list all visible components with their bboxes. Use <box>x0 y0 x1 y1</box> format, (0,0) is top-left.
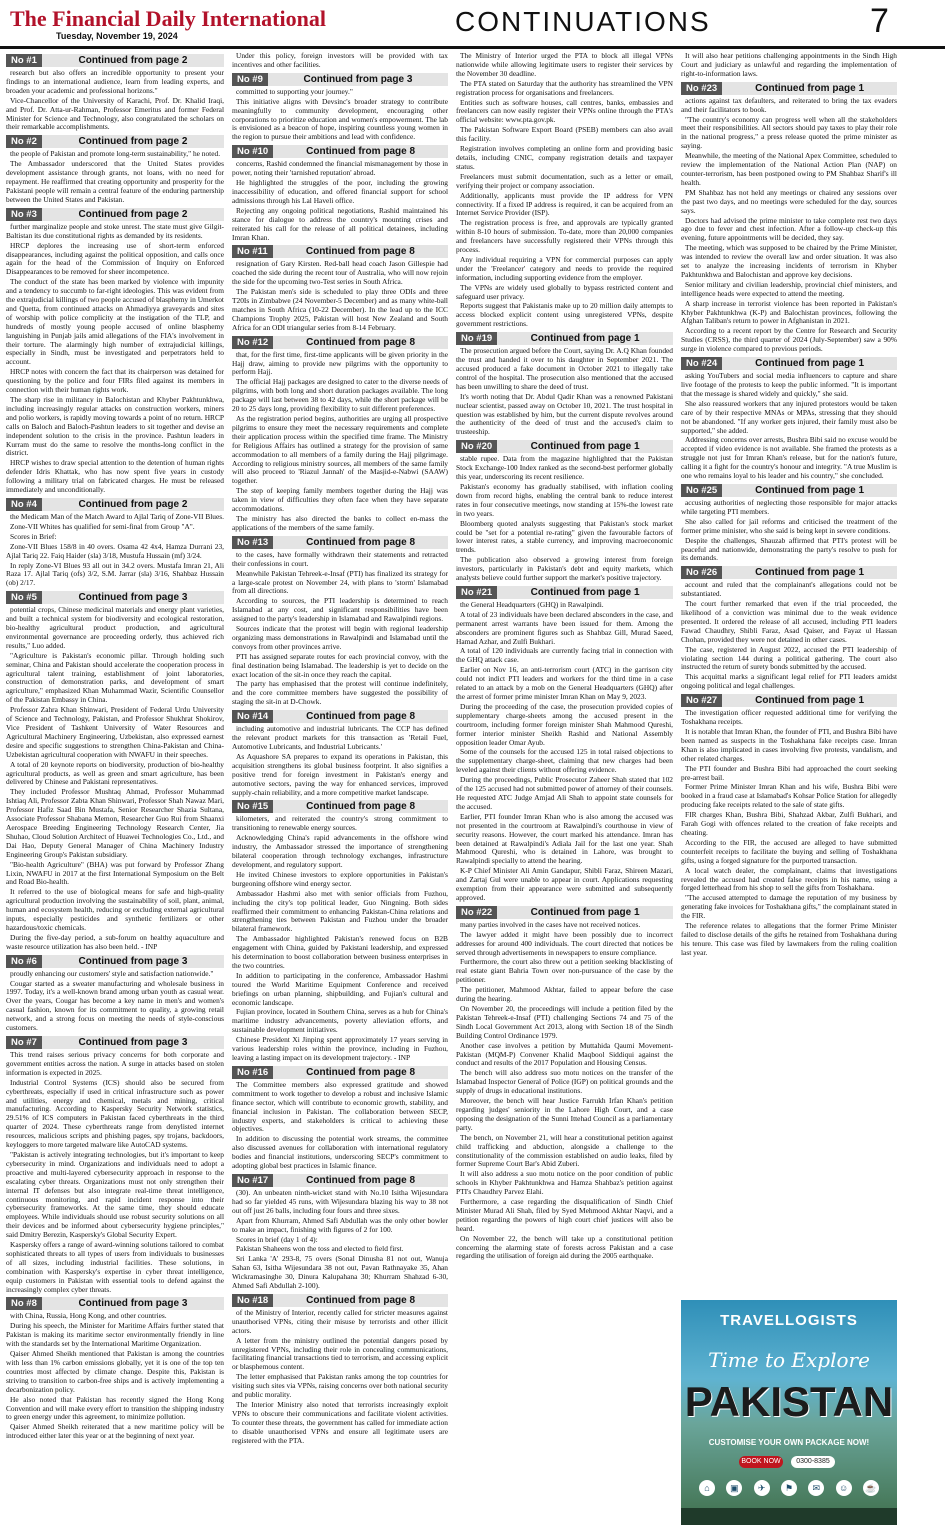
story-number: No #20 <box>456 440 497 453</box>
story-paragraph: Under this policy, foreign investors will be provided with tax incentives and other facilities. <box>232 52 448 69</box>
story-paragraph: The Committee members also expressed gratitude and showed commitment to work together to develop a robust and inclusive Islamic finance sector, which will contribute to economic growth, stability, and financial inclusion in Pakistan. The collaboration between SECP, industry experts, and stakeholders is critical to achieving these objectives. <box>232 1079 448 1134</box>
story-paragraph: Scores in brief (day 1 of 4): <box>236 1234 318 1244</box>
continued-from-label: Continued from page 8 <box>306 801 416 813</box>
story-paragraph: The sharp rise in militancy in Balochistan and Khyber Pakhtunkhwa, including increasingly regular attacks on construction workers, miners and polio workers, is rapidly moving towards a point of no return. HRCP calls on Baloch and Baloch-Pashtun leaders to sit together and devise an independent solution to the crisis in the province. Pashtun leaders in Kurram must do the same to resolve the months-long conflict in the district. <box>6 395 224 458</box>
story-paragraph: "The accused attempted to damage the reputation of my business by generating fake invoices for Toshakhana gifts," the complainant stated in the FIR. <box>681 893 897 921</box>
story-paragraph: actions against tax defaulters, and reiterated to bring the tax evaders and their facilitators to book. <box>681 95 897 114</box>
story-paragraph: As the registration period begins, authorities are urging all prospective pilgrims to ensure they meet the necessary requirements and complete their application process within the specified time frame. The Ministry for Religious Affairs has outlined a strategy for the provision of same accommodation to all members of a family during the Hajj pilgrimage. According to religious ministry sources, all members of the same family will also proceed to 'Riazul Jannah' of the Masjid-e-Nabwi (SAAW) together. <box>232 414 448 486</box>
story-paragraph: A letter from the ministry outlined the potential dangers posed by unregistered VPNs, including their role in concealing communications, facilitating financial transactions tied to terrorism, and accessing explicit or blasphemous content. <box>232 1335 448 1372</box>
story-paragraph: The PTI founder and Bushra Bibi had approached the court seeking pre-arrest bail. <box>681 763 897 782</box>
continued-from-label: Continued from page 3 <box>78 955 188 967</box>
story-paragraph: Pakistan Shaheens won the toss and elected to field first. <box>236 1244 404 1254</box>
story-paragraph: Chinese President Xi Jinping spent approximately 17 years serving in various leadership roles within the province, including in Fuzhou, leaving a lasting impact on its development trajectory. - INP <box>232 1035 448 1062</box>
story <box>681 484 897 563</box>
story-paragraph: "Bio-health Agriculture" (BHA) was put forward by Professor Zhang Lixin, NWAFU in 2017 at the first International Symposium on the Belt and Road Bio-health. <box>6 859 224 887</box>
story-paragraph: Freelancers must submit documentation, such as a letter or email, verifying their project or company association. <box>456 171 673 190</box>
story-paragraph: (30). An unbeaten ninth-wicket stand with No.10 Isitha Wijesundara had so far yielded 45 runs, with Wijesundara blazing his way to 38 not out off just 26 balls, including four fours and three sixes. <box>232 1187 448 1215</box>
story-paragraph: Professor Zahra Khan Shinwari, President of Federal Urdu University of Science and Technology, Pakistan, and Professor Shukhrat Shokirov, Vice President of Tashkent University of Water Resources and Agricultural Machinery Engineering, Uzbekistan, also expressed earnest desire and specific suggestions to strengthen China-Pakistan and China-Uzbekistan agricultural cooperation with NWAFU in their speeches. <box>6 705 224 759</box>
story-paragraph: stable rupee. Data from the magazine highlighted that the Pakistan Stock Exchange-100 Index ranked as the second-best performer globally this year, underscoring its recent resilience. <box>456 454 673 482</box>
story-paragraph: As Aquashore SA prepares to expand its operations in Pakistan, this acquisition strengthens its global business footprint. It also signifies a positive trend for foreign investment in Pakistan's energy and automotive sectors, paving the way for enhanced services, improved supply-chain reliability, and a more competitive market landscape. <box>232 751 448 797</box>
story <box>6 208 224 495</box>
story-header <box>232 245 448 258</box>
story-paragraph: Another case involves a petition by Muttahida Qaumi Movement-Pakistan (MQM-P) Convener Khalid Maqbool Siddiqui against the conduct and results of the 2017 Population and Housing Census. <box>456 1040 673 1068</box>
story-paragraph: The Ambassador underscored that the United States provides development assistance through grants, not loans, with no need for repayment. He reaffirmed that creating opportunity and prosperity for the Pakistani people will remain a central feature of the enduring partnership between the United States and Pakistan. <box>6 159 224 204</box>
story-number: No #24 <box>681 357 722 370</box>
story <box>681 52 897 79</box>
story-paragraph: In reply Zone-VI Blues 93 all out in 34.2 overs. Mustafa Imran 21, Ali Raza 17. Ajlal Tariq (ofs) 3/2, S.M. Jarrar (sla) 3/16, Shahbaz Hussain (ob) 2/17. <box>6 560 224 588</box>
story-paragraph: She also reassured workers that any injured protestors would be taken care of by their respective MNAs or MPAs, stressing that they should not be abandoned. "If any worker gets injured, their family must also be supported," she added. <box>681 398 897 435</box>
story-paragraph: Entities such as software houses, call centres, banks, embassies and freelancers can now easily register their VPNs online through the PTA's official website: www.pta.gov.pk. <box>456 97 673 125</box>
story-paragraph: Former Prime Minister Imran Khan and his wife, Bushra Bibi were booked in a fraud case at Islamabad's Kohsar Police Station for allegedly producing fake receipts related to the sale of state gifts. <box>681 782 897 810</box>
story-number: No #9 <box>232 73 268 86</box>
story-paragraph: of the Ministry of Interior, recently called for stricter measures against unauthorised VPNs, citing their misuse by terrorists and other illicit actors. <box>232 1307 448 1335</box>
story-paragraph: the Medicam Man of the Match Award to Ajlal Tariq of Zone-VII Blues. <box>10 511 224 521</box>
story-paragraph: He invited Chinese investors to explore opportunities in Pakistan's burgeoning offshore wind energy sector. <box>232 869 448 888</box>
story-paragraph: He also noted that Pakistan has recently signed the Hong Kong Convention and will make every effort to transition the shipping industry to green energy under this agreement, to minimize pollution. <box>6 1394 224 1422</box>
story-header <box>456 332 673 345</box>
story-number: No #25 <box>681 484 722 497</box>
story-paragraph: The bench will also address suo motu notices on the transfer of the Islamabad Inspector General of Police (IGP) on political grounds and the supply of drugs in educational institutions. <box>456 1068 673 1096</box>
story-paragraph: Earlier, PTI founder Imran Khan who is also among the accused was not presented in the courtroom at Rawalpindi's courthouse in view of security reasons. However, the court marked his attendance. Imran has been detained at Rawalpindi's Adiala Jail for the last one year. Shah Mahmood Qureshi, who is detained in Lahore, was brought to Rawalpindi specially to attend the hearing. <box>456 811 673 866</box>
story-number: No #19 <box>456 332 497 345</box>
story-paragraph: Registration involves completing an online form and providing basic details, including CNIC, company registration details and taxpayer status. <box>456 144 673 171</box>
story-paragraph: In addition to participating in the conference, Ambassador Hashmi toured the World Maritime Equipment Conference and received briefings on urban planning, shipbuilding, and Fujian's cultural and economic landscape. <box>232 970 448 1007</box>
story-header <box>456 906 673 919</box>
story-paragraph: Cougar started as a sweater manufacturing and wholesale business in 1997. Today, it's a well-known brand among urban youth as casual wear. Over the years, Cougar has become a key name in men's and women's casual fashion, known for its commitment to quality, a growing retail network, and a strong focus on meeting the needs of style-conscious customers. <box>6 978 224 1033</box>
continued-from-label: Continued from page 8 <box>306 711 416 723</box>
story-paragraph: The step of keeping family members together during the Hajj was taken in view of difficulties they often face when they have separate accommodations. <box>232 486 448 514</box>
story-paragraph: Earlier on Nov 16, an anti-terrorism court (ATC) in the garrison city could not indict PTI leaders and workers for the third time in a case related to an attack by a mob on the General Headquarters (GHQ) after the arrest of former prime minister Imran Khan on May 9, 2023. <box>456 665 673 701</box>
story-number: No #5 <box>6 591 42 604</box>
story-paragraph: Furthermore, the court also threw out a petition seeking blacklisting of real estate giant Bahria Town over non-pursuance of the case by the petitioner. <box>456 957 673 985</box>
story <box>232 536 448 707</box>
story-paragraph: concerns, Rashid condemned the financial mismanagement by those in power, noting their 'tarnished reputation' abroad. <box>232 159 448 178</box>
book-now-button[interactable]: BOOK NOW <box>739 1456 783 1468</box>
story-header <box>681 484 897 497</box>
continued-from-label: Continued from page 1 <box>755 358 865 370</box>
story <box>232 245 448 332</box>
story-paragraph: Scores in Brief: <box>10 531 57 541</box>
story-paragraph: Addressing concerns over arrests, Bushra Bibi said no excuse would be accepted if video evidence is not available. She framed the protests as a struggle not just for Imran Khan's release, but for the nation's future, calling it a fight for the country's honour and integrity. "A true Muslim is one who remains loyal to his leader and his country," she concluded. <box>681 435 897 481</box>
story-paragraph: Meanwhile Pakistan Tehreek-e-Insaf (PTI) has finalized its strategy for a large-scale protest on November 24, with plans to 'storm' Islamabad from all directions. <box>232 568 448 596</box>
story-paragraph: On November 22, the bench will take up a constitutional petition concerning the alarming state of forests across Pakistan and a case regarding the utilisation of foreign aid during the 2005 earthquake. <box>456 1233 673 1261</box>
story-paragraph: Industrial Control Systems (ICS) should also be secured from cyberthreats, especially if used in critical infrastructure such as power and utilities, energy and chemical, metals and mining, critical manufacturing. According to Kaspersky Security Network statistics, 29.51% of ICS computers in Pakistan faced cyberthreats in the third quarter of 2024. These cyberthreats range from denylisted internet resources, malicious scripts and phishing pages, spy trojans, backdoors, keyloggers to more targeted malware like AutoCAD systems. <box>6 1077 224 1150</box>
story <box>456 52 673 329</box>
car-icon: ▣ <box>726 1480 742 1496</box>
plane-icon: ✈ <box>754 1480 770 1496</box>
story-header <box>6 955 224 968</box>
story-paragraph: committed to supporting your journey." <box>236 86 353 96</box>
story-header <box>232 1294 448 1307</box>
story-paragraph: The official Hajj packages are designed to cater to the diverse needs of pilgrims, with both long and short duration packages available. The long package will last between 38 to 42 days, while the short package will be 20 to 25 days long, providing flexibility to suit different preferences. <box>232 377 448 414</box>
story-number: No #1 <box>6 54 42 67</box>
continued-from-label: Continued from page 2 <box>78 208 188 220</box>
story-paragraph: many parties involved in the cases have not received notices. <box>460 919 641 929</box>
story-paragraph: Any individual requiring a VPN for commercial purposes can apply under the 'Freelancer' category and needs to provide the required information, including supporting evidence from the employer. <box>456 254 673 282</box>
story-paragraph: The VPNs are widely used globally to bypass restricted content and safeguard user privacy. <box>456 282 673 301</box>
story-paragraph: Qaiser Ahmed Sheikh reiterated that a new maritime policy will be introduced either later this year or at the beginning of next year. <box>6 1422 224 1441</box>
story-paragraph: Bloomberg quoted analysts suggesting that Pakistan's stock market could be "set for a potential re-rating" given the favourable factors of lower interest rates, a stable currency, and improving macroeconomic trends. <box>456 518 673 555</box>
story-header <box>232 1174 448 1187</box>
story <box>232 73 448 142</box>
story-paragraph: Apart from Khurram, Ahmed Safi Abdullah was the only other bowler to make an impact, finishing with figures of 2 for 100. <box>232 1215 448 1234</box>
story-paragraph: research but also offers an incredible opportunity to present your findings to an international audience, learn from leading experts, and broaden your academic and professional horizons." <box>6 68 224 95</box>
continued-from-label: Continued from page 1 <box>755 82 865 94</box>
story-paragraph: The court further remarked that even if the trial proceeded, the likelihood of a conviction was minimal due to the weak evidence presented. It ordered the release of all accused, including PTI leaders Fawad Chaudhry, Shibli Faraz, Asad Qaiser, and Fayaz ul Hassan Chohan, provided they were not detained in other cases. <box>681 599 897 644</box>
story <box>6 955 224 1033</box>
story-header <box>232 800 448 813</box>
story <box>6 54 224 132</box>
story-paragraph: During the proceeding of the case, the prosecution provided copies of supplementary charge-sheets among the accused present in the courtroom, including former foreign minister Shah Mahmood Qureshi, former interior minister Sheikh Rashid and National Assembly opposition leader Omar Ayub. <box>456 701 673 747</box>
continued-from-label: Continued from page 2 <box>78 136 188 148</box>
story-paragraph: to the cases, have formally withdrawn their statements and retracted their confessions in court. <box>232 549 448 568</box>
story-paragraph: The Ministry of Interior urged the PTA to block all illegal VPNs nationwide while allowing legitimate users to register their services by the November 30 deadline. <box>456 52 673 78</box>
story-paragraph: The PTA stated on Saturday that the authority has streamlined the VPN registration process for organisations and freelancers. <box>456 78 673 97</box>
story-paragraph: Senior military and civilian leadership, provincial chief ministers, and intelligence heads were expected to attend the meeting. <box>681 279 897 298</box>
story-paragraph: It will also address a suo motu notice on the poor condition of public schools in Khyber Pakhtunkhwa and Hamza Shahbaz's petition against PTI's Chaudhry Parvez Elahi. <box>456 1169 673 1197</box>
story-paragraph: Furthermore, a case regarding the disqualification of Sindh Chief Minister Murad Ali Shah, filed by Syed Mehmood Akhtar Naqvi, and a petition regarding the powers of high court chief justices will also be heard. <box>456 1197 673 1233</box>
continued-from-label: Continued from page 8 <box>306 336 416 348</box>
ad-brand: TRAVELLOGISTS <box>720 1312 858 1329</box>
story-paragraph: accusing authorities of neglecting those responsible for major attacks while targeting PTI members. <box>681 497 897 516</box>
story-paragraph: A total of 23 individuals have been declared absconders in the case, and permanent arrest warrants have been issued for them. Among the absconders are prominent figures such as Shahbaz Gill, Murad Saeed, Hamad Azhar, and Zulfi Bukhari. <box>456 609 673 646</box>
issue-date: Tuesday, November 19, 2024 <box>56 31 178 41</box>
story-paragraph: that, for the first time, first-time applicants will be given priority in the Hajj draw, aiming to provide new pilgrims with the opportunity to perform Hajj. <box>232 349 448 377</box>
hotel-icon: ⌂ <box>699 1480 715 1496</box>
story-paragraph: Meanwhile, the meeting of the National Apex Committee, scheduled to review the implementation of the National Action Plan (NAP) on counter-terrorism, has been postponed owing to PM Shahbaz Sharif's ill health. <box>681 151 897 187</box>
continued-from-label: Continued from page 3 <box>78 1037 188 1048</box>
continued-from-label: Continued from page 1 <box>755 695 865 707</box>
continued-from-label: Continued from page 2 <box>78 55 188 66</box>
story-number: No #7 <box>6 1036 42 1049</box>
story-paragraph: The letter emphasised that Pakistan ranks among the top countries for visiting such sites via VPNs, raising concerns over both national security and public morality. <box>232 1372 448 1400</box>
story-number: No #23 <box>681 82 722 95</box>
continued-from-label: Continued from page 1 <box>530 441 640 453</box>
story-paragraph: The ministry has also directed the banks to collect en-mass the applications of the members of the same family. <box>232 513 448 532</box>
story-number: No #22 <box>456 906 497 919</box>
story-header <box>456 586 673 599</box>
story <box>232 710 448 797</box>
story-paragraph: HRCP deplores the increasing use of short-term enforced disappearances, including against the political opposition, and calls once again for the head of the Commission of Inquiry on Enforced Disappearances to be removed for sheer incompetence. <box>6 240 224 277</box>
story <box>681 694 897 957</box>
story-paragraph: It's worth noting that Dr. Abdul Qadir Khan was a renowned Pakistani nuclear scientist, passed away on October 10, 2021. The trust hospital in question was established by him, but the current dispute revolves around the authenticity of the deed of trust and the accused's claim to trusteeship. <box>456 391 673 437</box>
story-number: No #4 <box>6 498 42 511</box>
story <box>232 52 448 70</box>
story-paragraph: During the five-day period, a sub-forum on healthy aquaculture and waste resource utilization has also been held. - INP <box>6 932 224 951</box>
story-paragraph: A total of 120 individuals are currently facing trial in connection with the GHQ attack case. <box>456 646 673 665</box>
story <box>456 586 673 903</box>
story-header <box>456 440 673 453</box>
story-paragraph: It will also hear petitions challenging appointments in the Sindh High Court and judiciary as unlawful and regarding the implementation of right-to-information laws. <box>681 52 897 78</box>
continued-from-label: Continued from page 1 <box>530 906 640 918</box>
ad-phone-badge: 0300-8385 <box>791 1456 835 1468</box>
story-paragraph: Kaspersky offers a range of award-winning solutions tailored to combat sophisticated threats to all types of users from individuals to businesses of all sizes, including industrial facilities. These solutions, in combination with Kaspersky's expertise in cyber threat intelligence, equip customers in Pakistan with essential tools to defend against the increasingly complex cyber threats. <box>6 1240 224 1294</box>
story-paragraph: PTI has assigned separate routes for each provincial convoy, with the final destination being Islamabad. The leadership is yet to decide on the exact location of the sit-in once they reach the capital. <box>232 651 448 679</box>
story-paragraph: On November 20, the proceedings will include a petition filed by the Pakistan Tehreek-e-Insaf (PTI) challenging Sections 74 and 75 of the Sindh Local Government Act 2013, along with Section 18 of the Sindh Building Control Ordinance 1979. <box>456 1004 673 1040</box>
story-paragraph: FIR charges Khan, Bushra Bibi, Shahzad Akbar, Zulfi Bukhari, and Farah Gogi with offences related to the creation of fake receipts and cheating. <box>681 810 897 837</box>
story-paragraph: The Pakistan Software Export Board (PSEB) members can also avail this facility. <box>456 125 673 144</box>
story-paragraph: Sources indicate that the protest will begin with regional leadership organizing mass demonstrations in Rawalpindi and Islamabad until the convoys from other provinces arrive. <box>232 624 448 651</box>
continued-from-label: Continued from page 1 <box>755 484 865 496</box>
guide-icon: ☺ <box>836 1480 852 1496</box>
story-paragraph: "Agriculture is Pakistan's economic pillar. Through holding such seminar, China and Pakistan should accelerate the cooperation process in agricultural talent training, establishment of joint laboratories, construction of demonstration parks, and development of smart agriculture," emphasized Khan Muhammad Wazir, Scientific Counsellor of the Pakistan Embassy in China. <box>6 650 224 705</box>
story-number: No #6 <box>6 955 42 968</box>
story-number: No #13 <box>232 536 273 549</box>
story <box>6 1297 224 1441</box>
food-icon: ☕ <box>863 1480 879 1496</box>
story-paragraph: The bench, on November 21, will hear a constitutional petition against child trafficking and abduction, alongside a challenge to the constitutionality of the commission established on audio leaks, filed by former Supreme Court Bar's Abid Zuberi. <box>456 1132 673 1169</box>
tour-icon: ⚑ <box>781 1480 797 1496</box>
story-paragraph: HRCP notes with concern the fact that its chairperson was detained for questioning by the police and four FIRs filed against its members in connection with their human rights work. <box>6 367 224 395</box>
column-1 <box>6 52 224 1526</box>
story-paragraph: The reference relates to allegations that the former Prime Minister failed to disclose details of the gifts he retained from Toshakhana during his tenure. This case was filed by lawmakers from the ruling coalition last year. <box>681 921 897 957</box>
story-header <box>232 536 448 549</box>
story-header <box>6 1036 224 1049</box>
continued-from-label: Continued from page 8 <box>306 1174 416 1186</box>
continued-from-label: Continued from page 3 <box>78 1298 188 1310</box>
story-paragraph: He highlighted the struggles of the poor, including the growing inaccessibility of education, and offered financial support for school admissions through his Lal Haveli office. <box>232 178 448 205</box>
story <box>6 591 224 951</box>
story-paragraph: It is notable that Imran Khan, the founder of PTI, and Bushra Bibi have been named as suspects in the Toshakhana fake receipts case. Imran Khan is also implicated in cases involving five protests, vandalism, and other related charges. <box>681 727 897 763</box>
continued-from-label: Continued from page 1 <box>755 567 865 579</box>
story-paragraph: The Pakistan men's side is scheduled to play three ODIs and three T20Is in Zimbabwe (24 November-5 December) and as many white-ball matches in South Africa (10-22 December). In the lead up to the ICC Champions Trophy 2025, Pakistan will host New Zealand and South Africa for an ODI triangular series from 8-14 February. <box>232 287 448 332</box>
story-paragraph: asking YouTubers and social media influencers to capture and share live footage of the protests to keep the public informed. "It is important that the message is shared widely and quickly," she said. <box>681 371 897 398</box>
story <box>6 135 224 204</box>
story-number: No #17 <box>232 1174 273 1187</box>
ad-footer-strip <box>681 1508 897 1525</box>
continued-from-label: Continued from page 3 <box>78 592 188 604</box>
story-paragraph: potential crops, Chinese medicinal materials and energy plant varieties, and built a technical system for biodiversity and ecological restoration, bio-healthy agricultural product production, and agricultural environmental governance are proceeding orderly, thus achieved rich results," Luo added. <box>6 605 224 650</box>
story <box>681 566 897 691</box>
story-paragraph: It referred to the use of biological means for safe and high-quality agricultural production involving the sustainability of soil, plant, animal, human and ecosystem health, reducing or excluding external agricultural inputs, especially pesticides and synthetic fertilizers or other hazardous/toxic chemicals. <box>6 887 224 932</box>
story-paragraph: kilometers, and reiterated the country's strong commitment to transitioning to renewable energy sources. <box>232 814 448 833</box>
story <box>232 1174 448 1291</box>
story-header <box>232 145 448 158</box>
story-paragraph: Acknowledging China's rapid advancements in the offshore wind industry, the Ambassador stressed the importance of strengthening bilateral cooperation through technology exchanges, infrastructure development, and regulatory support. <box>232 833 448 869</box>
continued-from-label: Continued from page 1 <box>530 333 640 345</box>
story-paragraph: Reports suggest that Pakistanis make up to 20 million daily attempts to access blocked explicit content using unregistered VPNs, despite government restrictions. <box>456 301 673 329</box>
story <box>456 332 673 437</box>
story-paragraph: HRCP wishes to draw special attention to the detention of human rights defender Idris Khattak, who has now spent five years in custody following a military trial on fabricated charges. He must be released immediately and unconditionally. <box>6 458 224 495</box>
story-paragraph: The publication also observed a growing interest from foreign investors, particularly in Pakistan's debt and equity markets, which analysts believe could further support the market's positive trajectory. <box>456 555 673 583</box>
story-paragraph: the General Headquarters (GHQ) in Rawalpindi. <box>460 599 604 609</box>
story-number: No #12 <box>232 336 273 349</box>
story-header <box>6 208 224 221</box>
story-paragraph: Sri Lanka 'A' 293-8, 75 overs (Sonal Dinusha 81 not out, Wanuja Sahan 63, Isitha Wijesundara 38 not out, Pavan Rathnayake 35, Ahan Wickramasinghe 30, Dinura Kalupahana 30; Khurram Shahzad 6-30, Ahmed Safi Abdullah 2-100). <box>232 1254 448 1291</box>
story-paragraph: Vice-Chancellor of the University of Karachi, Prof. Dr. Khalid Iraqi, and Prof. Dr. Atta-ur-Rahman, Professor Emeritus and former Federal Minister for Science and Technology, also congratulated the scholars on their remarkable accomplishments. <box>6 95 224 132</box>
story-number: No #16 <box>232 1066 273 1079</box>
story-paragraph: A local watch dealer, the complainant, claims that investigations revealed the accused had created false receipts in his name, using a forged letterhead from his shop to sell the gifts from Toshakhana. <box>681 865 897 893</box>
story-number: No #10 <box>232 145 273 158</box>
story-header <box>232 73 448 86</box>
story <box>681 357 897 481</box>
story-paragraph: proudly enhancing our customers' style and satisfaction nationwide." <box>10 968 214 978</box>
story-number: No #2 <box>6 135 42 148</box>
story-paragraph: According to the FIR, the accused are alleged to have submitted counterfeit receipts to facilitate the buying and selling of Toshakhana gifts, using a forged signature for the purported transaction. <box>681 837 897 865</box>
story-paragraph: resignation of Gary Kirsten. Red-ball head coach Jason Gillespie had coached the side during the recent tour of Australia, who will now rejoin the side for the upcoming two-Test series in South Africa. <box>232 259 448 287</box>
story-paragraph: During his speech, the Minister for Maritime Affairs further stated that Pakistan is making its maritime sector environmentally friendly in line with the standards set by the International Maritime Organization. <box>6 1321 224 1349</box>
story-paragraph: The case, registered in August 2022, accused the PTI leadership of violating section 144 during a political gathering. The court also instructed the return of surety bonds submitted by the accused. <box>681 644 897 672</box>
story-header <box>232 710 448 723</box>
continued-from-label: Continued from page 2 <box>78 498 188 510</box>
ad-subtext: CUSTOMISE YOUR OWN PACKAGE NOW! <box>708 1438 870 1447</box>
story-header <box>681 566 897 579</box>
story-paragraph: K-P Chief Minister Ali Amin Gandapur, Shibli Faraz, Shireen Mazari, and Zartaj Gul were unable to appear in court. Applications requesting exemption from their appearance were submitted and subsequently approved. <box>456 866 673 902</box>
continued-from-label: Continued from page 3 <box>303 73 413 85</box>
continued-from-label: Continued from page 8 <box>306 146 416 158</box>
story-paragraph: This initiative aligns with Devsinc's broader strategy to contribute meaningfully to community development, encouraging other corporations to prioritize education and women's empowerment. The lab is envisioned as a beacon of hope, inspiring countless young women in the region to pursue their ambitions and lead with confidence. <box>232 96 448 142</box>
story-paragraph: further marginalize people and stoke unrest. The state must give Gilgit-Baltistan its due constitutional rights as demanded by its residents. <box>6 221 224 240</box>
story-paragraph: The investigation officer requested additional time for verifying the Toshakhana receipts. <box>681 708 897 727</box>
masthead <box>0 0 945 49</box>
story-paragraph: The party has emphasised that the protest will continue indefinitely, and the core committee members have suggested the possibility of staging the sit-in at D-Chowk. <box>232 679 448 707</box>
story <box>232 1294 448 1446</box>
ad-headline: PAKISTAN <box>684 1378 894 1425</box>
story-number: No #21 <box>456 586 497 599</box>
story-number: No #3 <box>6 208 42 221</box>
story-paragraph: Doctors had advised the prime minister to take complete rest two days ago due to fever and chest infection. After a follow-up check-up this evening, future appointments will be decided, they say. <box>681 215 897 243</box>
section-title: CONTINUATIONS <box>455 6 711 37</box>
page-number: 7 <box>870 2 889 40</box>
story <box>681 82 897 354</box>
column-3 <box>456 52 673 1526</box>
story-header <box>6 54 224 67</box>
story-paragraph: The conduct of the state has been marked by violence with impunity and a tendency to succumb to far-right ideologies. This was evident from the extrajudicial killings of two people accused of blasphemy in Umerkot and Quetta, from continued attacks on Ahmadiyya graveyards and sites of worship with police complicity at the instigation of the TLP, and hundreds of mostly young people accused of online blasphemy languishing in Punjab jails amid allegations of the FIA's involvement in their torture. The alarmingly high number of extrajudicial killings, especially in Sindh, must be investigated and perpetrators held to account. <box>6 277 224 367</box>
story <box>6 1036 224 1294</box>
story-paragraph: Some of the counsels for the accused 125 in total raised objections to the supplementary charge-sheet, claiming that new charges had been leveled against their clients without offering evidence. <box>456 747 673 775</box>
story-number: No #18 <box>232 1294 273 1307</box>
story-paragraph: Additionally, applicants must provide the IP address for VPN connectivity. If a fixed IP address is required, it can be acquired from an Internet Service Provider (ISP). <box>456 190 673 218</box>
continued-from-label: Continued from page 1 <box>530 586 640 598</box>
ad-service-icons <box>699 1480 879 1496</box>
story-paragraph: Pakistan's economy has gradually stabilised, with inflation cooling down from record highs, enabling the central bank to reduce interest rates in four consecutive meetings, now standing at 15%-the lowest rate in two years. <box>456 481 673 518</box>
story-paragraph: According to a recent report by the Centre for Research and Security Studies (CRSS), the third quarter of 2024 (July-September) saw a 90% surge in violence compared to previous periods. <box>681 326 897 354</box>
story-number: No #15 <box>232 800 273 813</box>
story-paragraph: This acquittal marks a significant legal relief for PTI leaders amidst ongoing political and legal challenges. <box>681 672 897 691</box>
story-paragraph: Moreover, the bench will hear Justice Farrukh Irfan Khan's petition regarding judges' seniority in the Lahore High Court, and a case opposing the designation of the Sunni Ittehad Council as a parliamentary party. <box>456 1096 673 1132</box>
story-paragraph: "Pakistan is actively integrating technologies, but it's important to keep cybersecurity in mind. Organizations and individuals need to adopt a proactive and multi-layered cybersecurity approach in response to the escalating cyber threats. Organizations must not only strengthen their internal IT defenses but also integrate real-time threat intelligence, continuous monitoring, and rapid incident response into their cybersecurity frameworks. At the same time, they should educate employees. While individuals should use robust security solutions on all their devices and be informed about cybersecurity hygiene principles," said Dmitry Berezin, Kaspersky's Global Security Expert. <box>6 1149 224 1240</box>
story <box>6 498 224 588</box>
story-paragraph: including automotive and industrial lubricants. The CCP has defined the relevant product markets for this transaction as 'Retail Fuel, Automotive Lubricants, and Industrial Lubricants.' <box>232 724 448 751</box>
story-paragraph: The petitioner, Mahmood Akhtar, failed to appear before the case during the hearing. <box>456 985 673 1004</box>
story-number: No #11 <box>232 245 273 258</box>
story-paragraph: They included Professor Mushtaq Ahmad, Professor Muhammad Ishtiaq Ali, Professor Zabta Khan Shinwari, Professor Shah Nawaz Mari, Professor Hafiz Saad Bin Mustafa, Senior Researcher Shazia Sultana, Associate Professor Shabana Memon, Researcher Guo Rui from Shaanxi Aerospace Breeding Engineering Technology Research Center, Jia Shuhao, Cloud Solution Architect of Huawei Technologies Co., Ltd., and Dai Hao, Deputy General Manager of China Machinery Industry Engineering Group's Pakistan subsidiary. <box>6 787 224 859</box>
story-paragraph: In addition to discussing the potential work streams, the committee also discussed avenues for collaboration with international regulatory bodies and financial institutions, underscoring SECP's commitment to adopting global best practices in Islamic finance. <box>232 1134 448 1171</box>
story <box>232 1066 448 1171</box>
story-paragraph: This trend raises serious privacy concerns for both corporate and government entities across the nation. A surge in attacks based on stolen information is expected in 2025. <box>6 1050 224 1077</box>
story-paragraph: account and ruled that the complainant's allegations could not be substantiated. <box>681 580 897 599</box>
story-paragraph: The Ambassador highlighted Pakistan's renewed focus on B2B engagement with China, guided by Pakistani leadership, and expressed his determination to boost collaboration between business enterprises in the two countries. <box>232 934 448 970</box>
story-paragraph: A sharp increase in terrorist violence has been reported in Pakistan's Khyber Pakhtunkhwa (K-P) and Balochistan provinces, following the Afghan Taliban's return to power in Afghanistan in 2021. <box>681 298 897 326</box>
story <box>232 336 448 533</box>
ad-tagline: Time to Explore <box>708 1348 870 1372</box>
travel-advertisement[interactable] <box>681 1300 897 1525</box>
story-paragraph: Zone-VII Blues 158/8 in 40 overs. Osama 42 4x4, Hamza Durrani 23, Ajlal Tariq 22. Faiq Haider (sla) 3/18, Mustufa Hussain (mf) 3/24. <box>6 541 224 560</box>
story-paragraph: Ambassador Hashmi also met with senior officials from Fuzhou, including the city's top political leader, Guo Ningning. Both sides reaffirmed their commitment to enhancing Pakistan-China relations and strengthening ties between Pakistan and Fuzhou under the broader bilateral framework. <box>232 888 448 934</box>
visa-icon: ✉ <box>808 1480 824 1496</box>
story-paragraph: The Interior Ministry also noted that terrorists increasingly exploit VPNs to obscure their communications and facilitate violent activities. To counter these threats, the government has called for immediate action to disable unauthorised VPNs and ensure all legitimate users are registered with the PTA. <box>232 1400 448 1445</box>
story-header <box>6 1297 224 1310</box>
story-paragraph: According to sources, the PTI leadership is determined to reach Islamabad at any cost, and significant responsibilities have been assigned to the party's leadership in Islamabad and Rawalpindi regions. <box>232 596 448 624</box>
story <box>456 440 673 583</box>
story-paragraph: The prosecution argued before the Court, saying Dr. A.Q Khan founded the trust and handed it over to his daughter in September 2021. The accused produced a fake document in October 2021 to illegally take control of the hospital. The prosecution also mentioned that the accused has been unwilling to share the deed of trust. <box>456 346 673 391</box>
continued-from-label: Continued from page 8 <box>306 1294 416 1306</box>
story-paragraph: A total of 20 keynote reports on biodiversity, production of bio-healthy agricultural products, as well as green and smart agriculture, has been delivered by Chinese and Pakistani representatives. <box>6 759 224 787</box>
continued-from-label: Continued from page 8 <box>306 1066 416 1078</box>
story-paragraph: "The country's economy can progress well when all the stakeholders meet their responsibilities. All sectors should pay taxes to play their role in the national progress," a press release quoted the prime minister as saying. <box>681 114 897 151</box>
story-paragraph: Zone-VII Whites has qualified for semi-final from Group "A". <box>10 521 195 531</box>
story-paragraph: The meeting, which was supposed to be chaired by the Prime Minister, was intended to review the overall law and order situation. It was also set to analyze the increasing incidents of terrorism in Khyber Pakhtunkhwa and Balochistan and approve key decisions. <box>681 243 897 279</box>
story-paragraph: Qaiser Ahmed Sheikh mentioned that Pakistan is among the countries with less than 1% carbon emissions globally, yet it is one of the top ten countries most affected by climate change. Despite this, Pakistan is striving to transition to carbon-free ships and is actively implementing a decarbonization policy. <box>6 1349 224 1394</box>
newspaper-name: The Financial Daily International <box>10 6 326 31</box>
story-number: No #14 <box>232 710 273 723</box>
story-paragraph: During the proceedings, Public Prosecutor Zaheer Shah stated that 102 of the 125 accused had not submitted power of attorney of their counsels. He requested ATC Judge Amjad Ali Shah to appoint state counsels for the accused. <box>456 775 673 811</box>
story-paragraph: She also called for jail reforms and criticised the treatment of the former prime minister, who she said is being kept in severe conditions. <box>681 516 897 535</box>
story-header <box>6 591 224 604</box>
story-paragraph: Rejecting any ongoing political negotiations, Rashid maintained his stance for dialogue to address the country's mounting crises and reiterated his call for the release of all political detainees, including Imran Khan. <box>232 205 448 242</box>
continued-from-label: Continued from page 8 <box>305 246 415 258</box>
column-2 <box>232 52 448 1526</box>
story-paragraph: the people of Pakistan and promote long-term sustainability," he noted. <box>10 149 221 159</box>
story-header <box>681 357 897 370</box>
story-number: No #27 <box>681 694 722 707</box>
story-header <box>232 336 448 349</box>
story <box>232 800 448 1062</box>
story-paragraph: The lawyer added it might have been possibly due to incorrect addresses for around 400 individuals. The court directed that notices be served through advertisements in newspapers to ensure compliance. <box>456 929 673 957</box>
story-paragraph: The registration process is free, and approvals are typically granted within 8-10 hours of submission. To-date, more than 20,000 companies and freelancers have successfully registered their VPNs through this process. <box>456 218 673 255</box>
story-header <box>681 82 897 95</box>
story-paragraph: PM Shahbaz has not held any meetings or chaired any sessions over the past two days, and no meetings were scheduled for the day, sources says. <box>681 187 897 215</box>
story-header <box>681 694 897 707</box>
story-header <box>6 135 224 148</box>
story-paragraph: Despite the challenges, Shauzab affirmed that PTI's protest will be peaceful and nationwide, demonstrating the party's resolve to push for its demands. <box>681 535 897 563</box>
story <box>232 145 448 242</box>
story <box>456 906 673 1262</box>
continued-from-label: Continued from page 8 <box>306 536 416 548</box>
story-header <box>6 498 224 511</box>
story-number: No #8 <box>6 1297 42 1310</box>
story-paragraph: Fujian province, located in Southern China, serves as a hub for China's maritime industry advancements, poverty alleviation efforts, and sustainable development initiatives. <box>232 1007 448 1035</box>
story-number: No #26 <box>681 566 722 579</box>
story-header <box>232 1066 448 1079</box>
story-paragraph: with China, Russia, Hong Kong, and other countries. <box>10 1311 167 1321</box>
